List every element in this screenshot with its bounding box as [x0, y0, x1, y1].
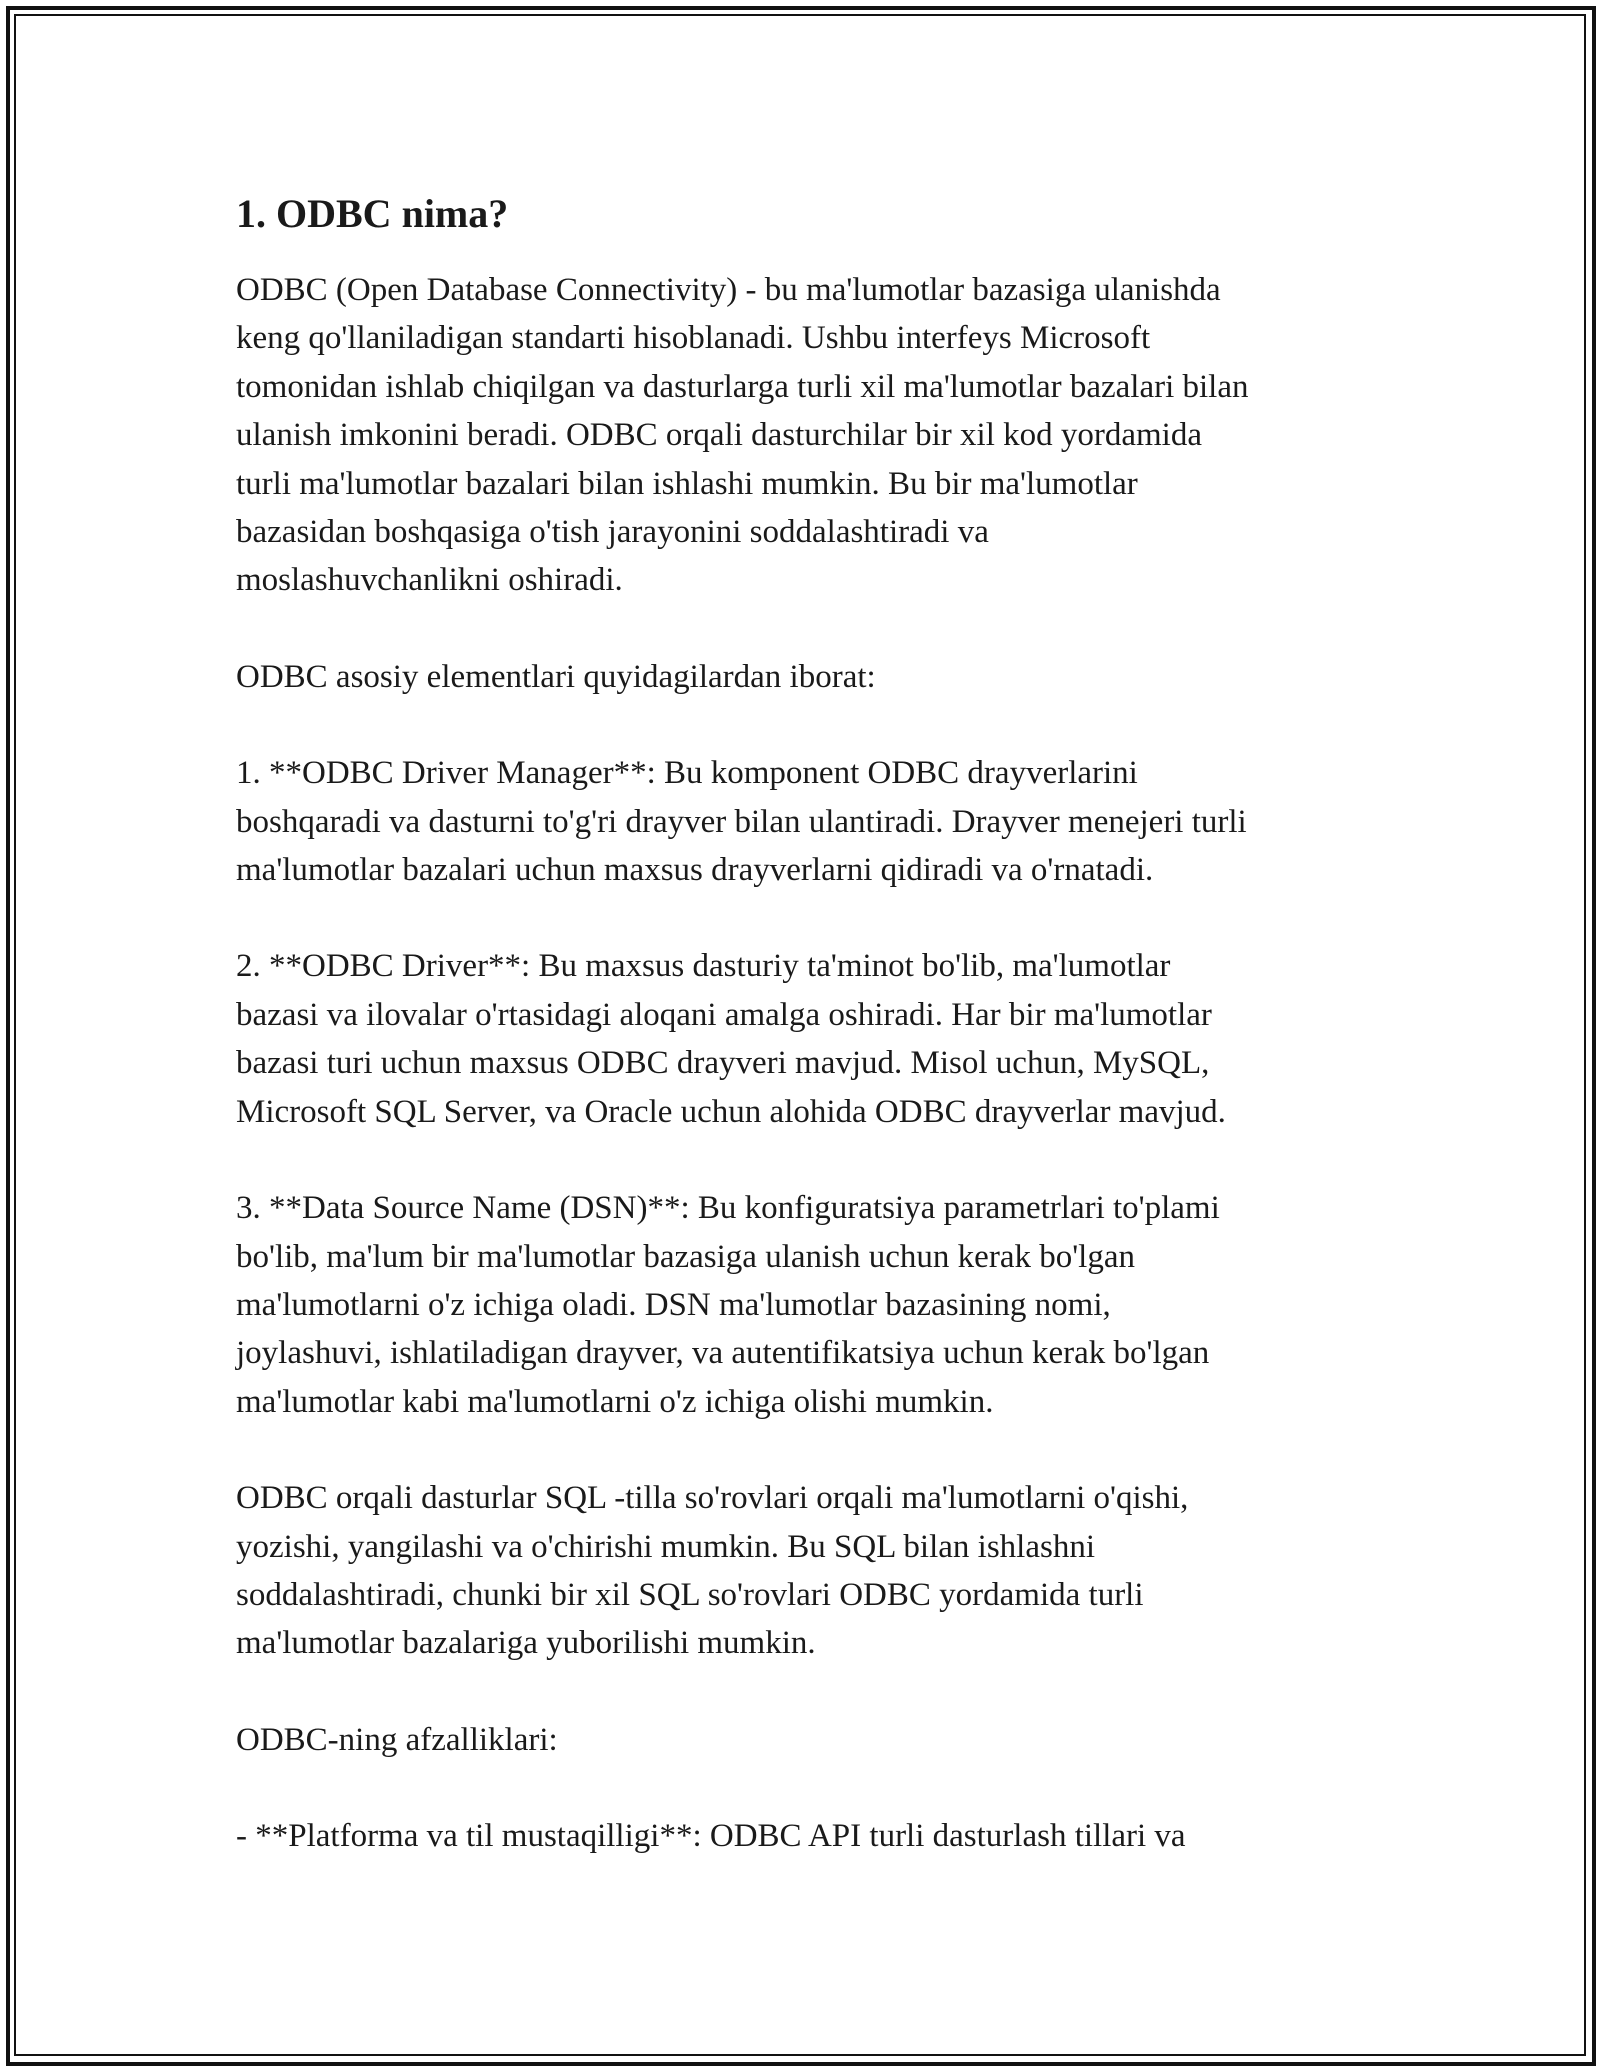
section-heading: 1. ODBC nima?	[236, 191, 509, 236]
advantages-heading-paragraph: ODBC-ning afzalliklari:	[236, 1721, 558, 1758]
platform-independence-paragraph: - **Platforma va til mustaqilligi**: ODBC API turli dasturlash tillari va	[236, 1818, 1186, 1855]
intro-paragraph: ODBC (Open Database Connectivity) - bu ma'lumotlar bazasiga ulanishda keng qo'llaniladigan standarti hisoblanadi. Ushbu interfeys Microsoft tomonidan ishlab chiqilgan va dasturlarga turli xil ma'lumotlar bazalari bilan ulanish imkonini beradi. ODBC orqali dasturchilar bir xil kod yordamida turli ma'lumotlar bazalari bilan ishlashi mumkin. Bu bir ma'lumotlar bazasidan boshqasiga o'tish jarayonini soddalashtiradi va moslashuvchanlikni oshiradi.	[236, 272, 1249, 599]
driver-manager-paragraph: 1. **ODBC Driver Manager**: Bu komponent ODBC drayverlarini boshqaradi va dasturni to'g'ri drayver bilan ulantiradi. Drayver menejeri turli ma'lumotlar bazalari uchun maxsus drayverlarni qidiradi va o'rnatadi.	[236, 755, 1247, 889]
document-body	[236, 190, 1386, 1909]
driver-paragraph: 2. **ODBC Driver**: Bu maxsus dasturiy ta'minot bo'lib, ma'lumotlar bazasi va ilovalar o'rtasidagi aloqani amalga oshiradi. Har bir ma'lumotlar bazasi turi uchun maxsus ODBC drayveri mavjud. Misol uchun, MySQL, Microsoft SQL Server, va Oracle uchun alohida ODBC drayverlar mavjud.	[236, 948, 1226, 1130]
elements-intro-paragraph: ODBC asosiy elementlari quyidagilardan iborat:	[236, 658, 876, 695]
dsn-paragraph: 3. **Data Source Name (DSN)**: Bu konfiguratsiya parametrlari to'plami bo'lib, ma'lum bir ma'lumotlar bazasiga ulanish uchun kerak bo'lgan ma'lumotlarni o'z ichiga oladi. DSN ma'lumotlar bazasining nomi, joylashuvi, ishlatiladigan drayver, va autentifikatsiya uchun kerak bo'lgan ma'lumotlar kabi ma'lumotlarni o'z ichiga olishi mumkin.	[236, 1190, 1220, 1420]
sql-paragraph: ODBC orqali dasturlar SQL -tilla so'rovlari orqali ma'lumotlarni o'qishi, yozishi, yangilashi va o'chirishi mumkin. Bu SQL bilan ishlashni soddalashtiradi, chunki bir xil SQL so'rovlari ODBC yordamida turli ma'lumotlar bazalariga yuborilishi mumkin.	[236, 1480, 1189, 1662]
